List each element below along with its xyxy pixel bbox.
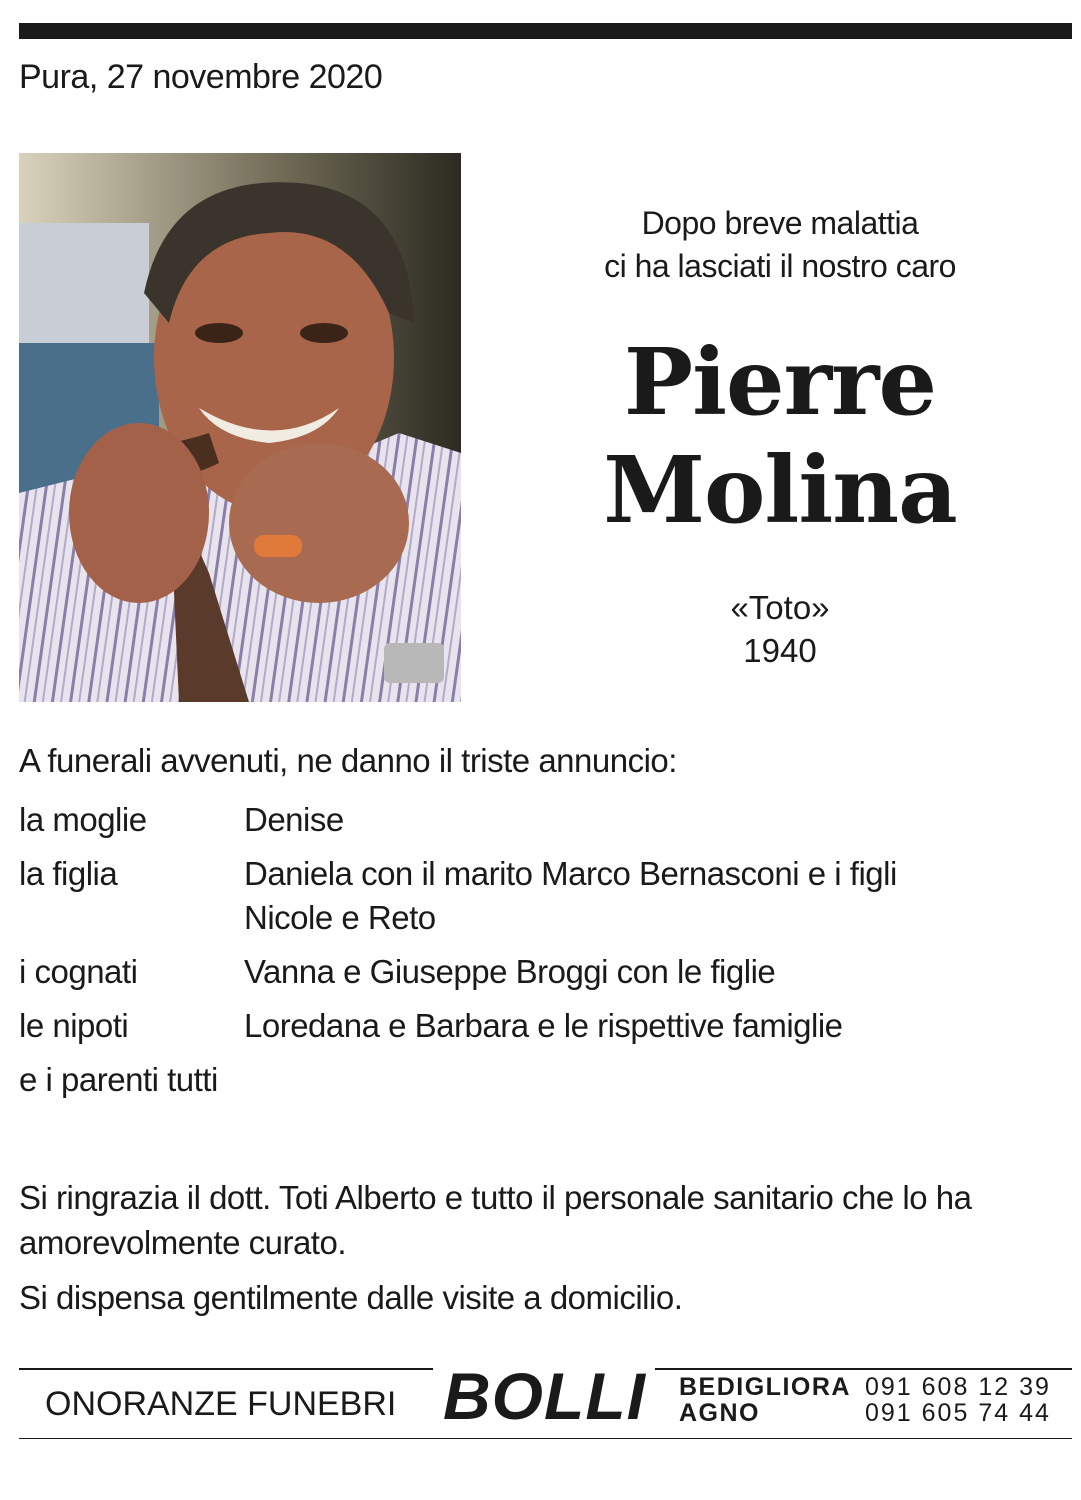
portrait-photo	[19, 153, 461, 702]
deceased-name	[540, 328, 1020, 544]
footer-phone: 091 608 12 39	[865, 1373, 1051, 1401]
birth-year: 1940	[743, 632, 817, 669]
family-row	[19, 798, 1059, 842]
family-names	[244, 950, 1059, 994]
nickname-block	[540, 586, 1020, 672]
family-row	[19, 852, 1059, 940]
intro-text	[540, 202, 1020, 288]
family-relation: la moglie	[19, 801, 147, 838]
family-relation: i cognati	[19, 953, 138, 990]
family-names	[244, 1004, 1059, 1048]
funeral-home-footer	[19, 1359, 1072, 1443]
family-row	[19, 1004, 1059, 1048]
thanks-text: Si ringrazia il dott. Toti Alberto e tutto il personale sanitario che lo ha amorevolmente curato.	[19, 1179, 972, 1261]
footer-phone: 091 605 74 44	[865, 1399, 1051, 1427]
footer-service: ONORANZE FUNEBRI	[45, 1385, 397, 1423]
top-rule	[19, 23, 1072, 39]
footer-location: BEDIGLIORA	[679, 1373, 851, 1401]
deceased-first-name: Pierre	[623, 328, 937, 436]
footer-rule-left	[19, 1368, 433, 1370]
family-row	[19, 950, 1059, 994]
footer-brand-logo: BOLLI	[443, 1359, 646, 1433]
date-line: Pura, 27 novembre 2020	[19, 58, 383, 96]
footer-rule-bottom	[19, 1438, 1072, 1439]
family-row	[19, 1058, 1059, 1102]
family-relation: le nipoti	[19, 1007, 129, 1044]
intro-line-2: ci ha lasciati il nostro caro	[604, 248, 956, 284]
family-names	[244, 852, 1059, 940]
family-relation: e i parenti tutti	[19, 1061, 218, 1098]
family-relation: la figlia	[19, 855, 118, 892]
family-name-line: Daniela con il marito Marco Bernasconi e i figli	[244, 855, 897, 892]
family-name-line: Denise	[244, 801, 344, 838]
nickname: «Toto»	[730, 589, 830, 626]
family-name-line: Vanna e Giuseppe Broggi con le figlie	[244, 953, 776, 990]
deceased-last-name: Molina	[603, 436, 957, 544]
family-names	[244, 798, 1059, 842]
family-name-line: Loredana e Barbara e le rispettive famiglie	[244, 1007, 843, 1044]
intro-line-1: Dopo breve malattia	[641, 205, 919, 241]
footer-location: AGNO	[679, 1399, 760, 1427]
visits-note: Si dispensa gentilmente dalle visite a domicilio.	[19, 1279, 683, 1316]
family-list	[19, 798, 1059, 1112]
footer-rule-right	[655, 1368, 1072, 1370]
family-name-line: Nicole e Reto	[244, 899, 436, 936]
announcement-text: A funerali avvenuti, ne danno il triste annuncio:	[19, 742, 677, 779]
